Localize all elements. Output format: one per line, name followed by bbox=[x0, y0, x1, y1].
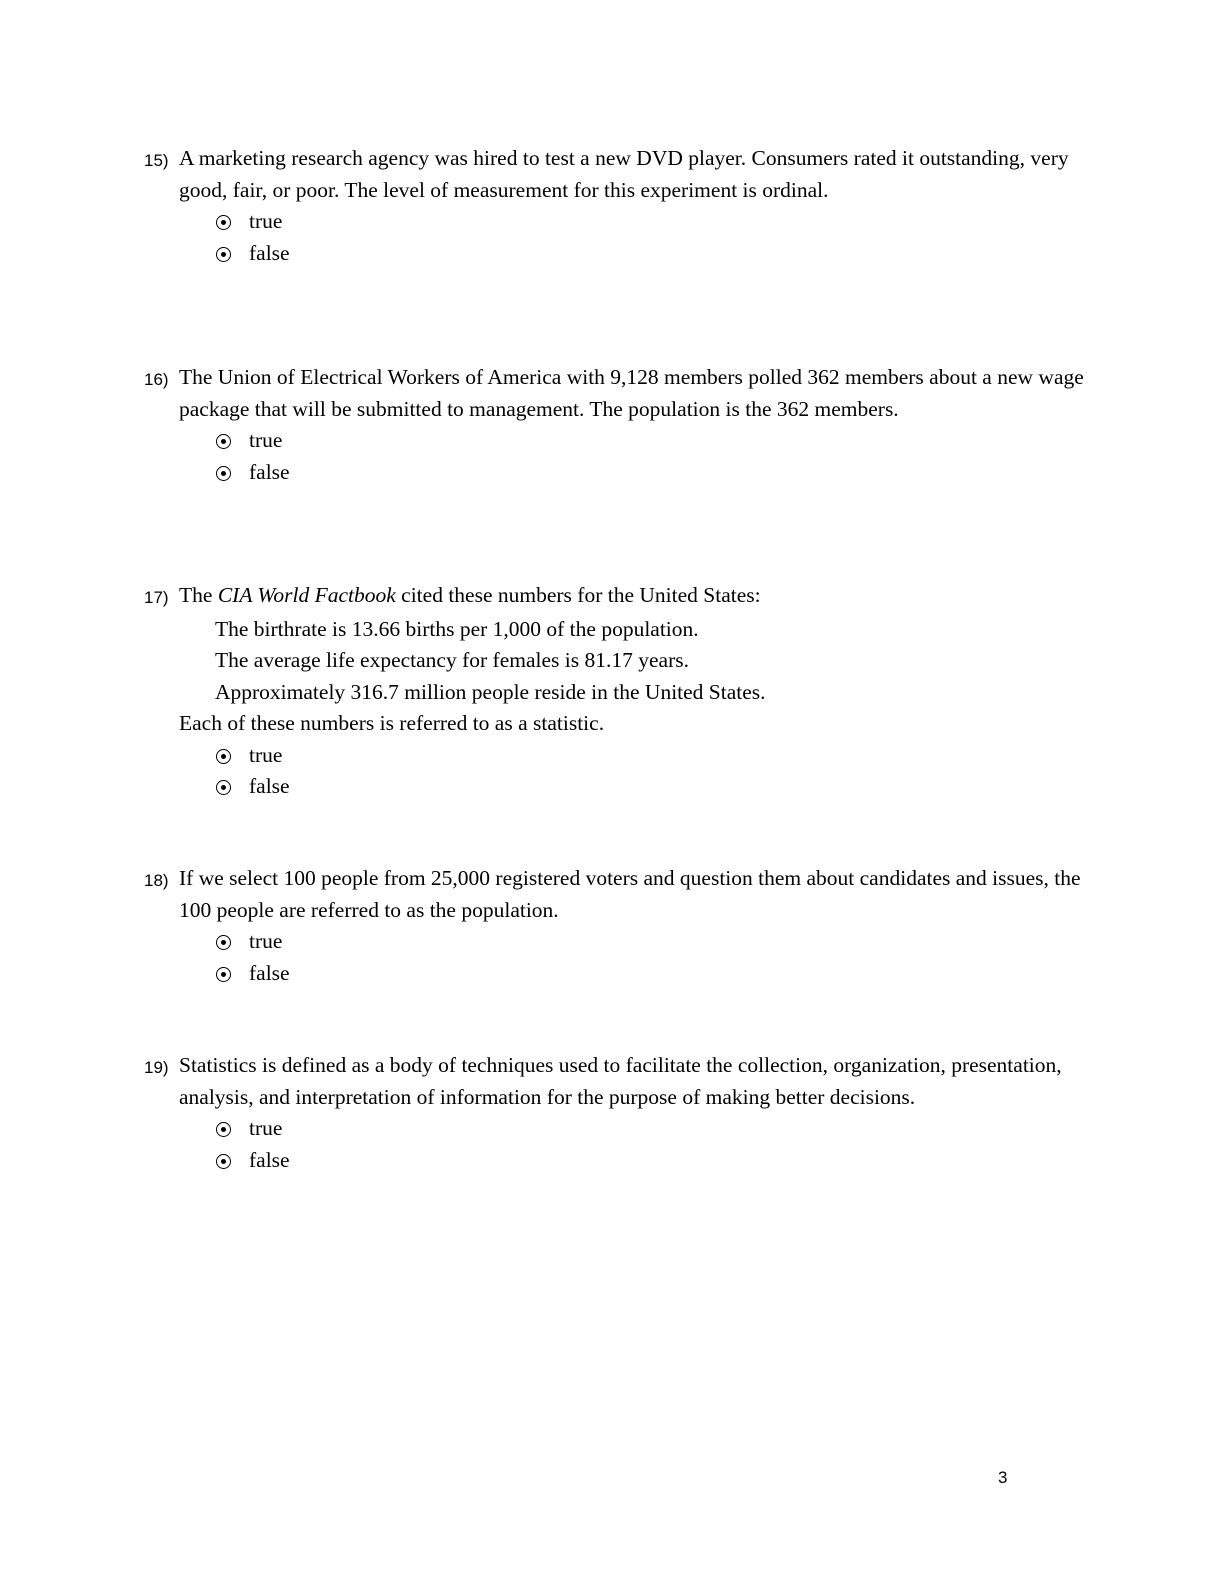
option-label: true bbox=[249, 1116, 283, 1140]
radio-button-icon[interactable] bbox=[216, 749, 231, 764]
fact-list bbox=[144, 614, 1084, 709]
question-text: Statistics is defined as a body of techniques used to facilitate the collection, organization, presentation, analysis, and interpretation of information for the purpose of making better decisions. bbox=[179, 1053, 1062, 1109]
question-text: A marketing research agency was hired to test a new DVD player. Consumers rated it outstanding, very good, fair, or poor. The level of measurement for this experiment is ordinal. bbox=[179, 146, 1069, 202]
option-true[interactable] bbox=[216, 1113, 1084, 1145]
option-false[interactable] bbox=[216, 771, 1084, 803]
option-label: false bbox=[249, 459, 290, 484]
option-true[interactable] bbox=[216, 926, 1084, 958]
radio-button-icon[interactable] bbox=[216, 247, 231, 262]
option-false[interactable] bbox=[216, 457, 1084, 489]
fact-item: Approximately 316.7 million people reside in the United States. bbox=[215, 679, 766, 704]
radio-button-icon[interactable] bbox=[216, 967, 231, 982]
option-label: false bbox=[249, 774, 290, 798]
option-false[interactable] bbox=[216, 238, 1084, 270]
question-19 bbox=[144, 1050, 1084, 1176]
radio-button-icon[interactable] bbox=[216, 1122, 231, 1137]
question-number: 15) bbox=[144, 151, 169, 170]
radio-button-icon[interactable] bbox=[216, 935, 231, 950]
question-17 bbox=[144, 580, 1084, 803]
radio-button-icon[interactable] bbox=[216, 780, 231, 795]
option-label: true bbox=[249, 209, 283, 233]
option-label: false bbox=[249, 1147, 290, 1172]
question-number: 16) bbox=[144, 370, 169, 389]
question-text-part: The bbox=[179, 583, 218, 607]
answer-options bbox=[216, 206, 1084, 269]
option-label: false bbox=[249, 240, 290, 265]
answer-options bbox=[216, 425, 1084, 488]
question-number: 17) bbox=[144, 588, 169, 607]
question-number: 19) bbox=[144, 1058, 169, 1077]
option-label: false bbox=[249, 960, 290, 985]
question-text: The Union of Electrical Workers of America with 9,128 members polled 362 members about a new wage package that will be submitted to management. The population is the 362 members. bbox=[179, 365, 1084, 421]
radio-button-icon[interactable] bbox=[216, 1154, 231, 1169]
question-text-part: cited these numbers for the United States: bbox=[395, 583, 761, 607]
page-number: 3 bbox=[998, 1468, 1008, 1487]
option-label: true bbox=[249, 428, 283, 452]
radio-button-icon[interactable] bbox=[216, 466, 231, 481]
answer-options bbox=[216, 740, 1084, 803]
option-false[interactable] bbox=[216, 1145, 1084, 1177]
question-number: 18) bbox=[144, 871, 169, 890]
radio-button-icon[interactable] bbox=[216, 434, 231, 449]
source-title: CIA World Factbook bbox=[217, 583, 396, 607]
option-true[interactable] bbox=[216, 740, 1084, 772]
question-text bbox=[179, 580, 1084, 614]
radio-button-icon[interactable] bbox=[216, 215, 231, 230]
question-text: If we select 100 people from 25,000 registered voters and question them about candidates and issues, the 100 people are referred to as the population. bbox=[179, 866, 1081, 922]
option-label: true bbox=[249, 742, 283, 767]
fact-item: The average life expectancy for females is 81.17 years. bbox=[215, 648, 689, 672]
answer-options bbox=[216, 1113, 1084, 1176]
option-false[interactable] bbox=[216, 958, 1084, 990]
question-16 bbox=[144, 362, 1084, 488]
question-tail: Each of these numbers is referred to as a statistic. bbox=[179, 711, 605, 735]
question-15 bbox=[144, 143, 1084, 269]
option-true[interactable] bbox=[216, 425, 1084, 457]
option-label: true bbox=[249, 929, 283, 953]
answer-options bbox=[216, 926, 1084, 989]
question-18 bbox=[144, 863, 1084, 989]
fact-item: The birthrate is 13.66 births per 1,000 of the population. bbox=[215, 616, 699, 641]
option-true[interactable] bbox=[216, 206, 1084, 238]
